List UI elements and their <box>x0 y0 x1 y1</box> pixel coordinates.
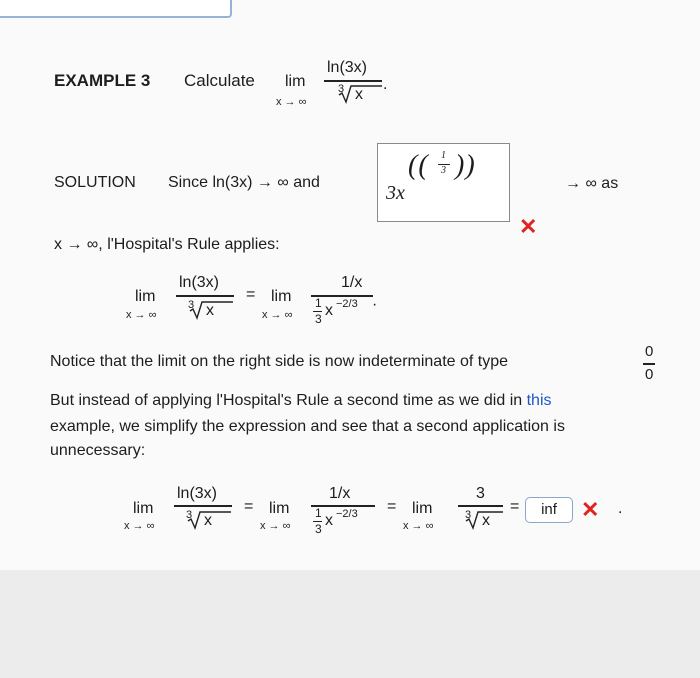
solution-tail-text: → ∞ as <box>565 175 619 192</box>
notice-frac-den: 0 <box>645 366 654 383</box>
solution-since-text: Since ln(3x) → ∞ and <box>168 174 320 191</box>
example-fraction-bar <box>324 80 382 82</box>
eq2-root3-arg: x <box>482 512 490 529</box>
answer-input-box[interactable] <box>377 143 510 222</box>
eq2-fraction-bar3 <box>458 505 503 507</box>
eq1-root-arg: x <box>206 302 214 319</box>
eq2-lim-sub: x → ∞ <box>124 520 155 532</box>
solution-line2: x → ∞, l'Hospital's Rule applies: <box>54 236 280 253</box>
example-numerator: ln(3x) <box>327 59 368 76</box>
eq2-coef-num: 1 <box>315 506 322 520</box>
solution-label: SOLUTION <box>54 174 136 191</box>
eq2-lim3: lim <box>412 500 433 517</box>
eq2-root-arg: x <box>204 512 212 529</box>
notice-line4: unnecessary: <box>50 442 146 459</box>
example-lim: lim <box>285 73 306 90</box>
eq2-root3-index: 3 <box>465 509 472 521</box>
this-example-link[interactable]: this <box>526 392 552 409</box>
eq1-numerator: ln(3x) <box>179 274 220 291</box>
calculate-label: Calculate <box>184 71 255 90</box>
eq2-equals2: = <box>387 498 397 515</box>
bottom-area <box>0 570 700 678</box>
eq2-equals3: = <box>510 498 520 515</box>
eq2-coef-den: 3 <box>315 522 322 536</box>
eq2-lim2: lim <box>269 500 290 517</box>
eq1-equals: = <box>246 286 256 303</box>
notice-frac-bar <box>643 363 655 365</box>
previous-answer-box[interactable] <box>0 0 232 18</box>
example-lim-sub: x → ∞ <box>276 96 307 108</box>
eq2-lim2-sub: x → ∞ <box>260 520 291 532</box>
eq1-lim2-sub: x → ∞ <box>262 309 293 321</box>
eq2-power-exp: −2/3 <box>336 508 358 520</box>
notice-line2 <box>50 392 552 410</box>
eq2-numerator2: 1/x <box>329 485 351 502</box>
eq2-numerator3: 3 <box>476 485 485 502</box>
eq1-power-base: x <box>325 302 333 319</box>
eq1-fraction-bar <box>176 295 234 297</box>
answer-exp-num: 1 <box>441 150 446 161</box>
eq2-root-index: 3 <box>186 509 193 521</box>
eq2-lim3-sub: x → ∞ <box>403 520 434 532</box>
eq1-lim-sub: x → ∞ <box>126 309 157 321</box>
eq1-dot: · <box>372 296 378 313</box>
final-answer-input[interactable]: inf <box>525 497 573 523</box>
answer-exponent-open: (( <box>408 150 429 181</box>
wrong-mark-icon: ✕ <box>519 214 538 239</box>
example-heading: EXAMPLE 3 <box>54 71 151 90</box>
example-root-arg: x <box>355 86 363 103</box>
eq1-power-exp: −2/3 <box>336 298 358 310</box>
example-root-index: 3 <box>338 83 345 95</box>
eq2-fraction-bar <box>174 505 232 507</box>
answer-prefix: 3x <box>386 182 405 204</box>
eq2-end-period: . <box>618 500 623 517</box>
eq2-equals: = <box>244 498 254 515</box>
notice-line3: example, we simplify the expression and see that a second application is <box>50 418 565 435</box>
eq1-lim2: lim <box>271 288 292 305</box>
notice-line2-text: But instead of applying l'Hospital's Rule a second time as we did in <box>50 392 523 409</box>
final-wrong-mark-icon: ✕ <box>581 497 600 522</box>
eq2-power-base: x <box>325 512 333 529</box>
notice-line1: Notice that the limit on the right side is now indeterminate of type <box>50 353 509 370</box>
eq1-coef-den: 3 <box>315 312 322 326</box>
eq2-numerator: ln(3x) <box>177 485 218 502</box>
eq1-numerator2: 1/x <box>341 274 363 291</box>
notice-frac-num: 0 <box>645 343 654 360</box>
eq1-coef-num: 1 <box>315 296 322 310</box>
answer-exp-den: 3 <box>441 165 446 176</box>
answer-exponent-close: )) <box>455 150 476 181</box>
example-period: . <box>383 76 388 93</box>
eq2-lim: lim <box>133 500 154 517</box>
eq1-root-index: 3 <box>188 299 195 311</box>
eq1-lim: lim <box>135 288 156 305</box>
